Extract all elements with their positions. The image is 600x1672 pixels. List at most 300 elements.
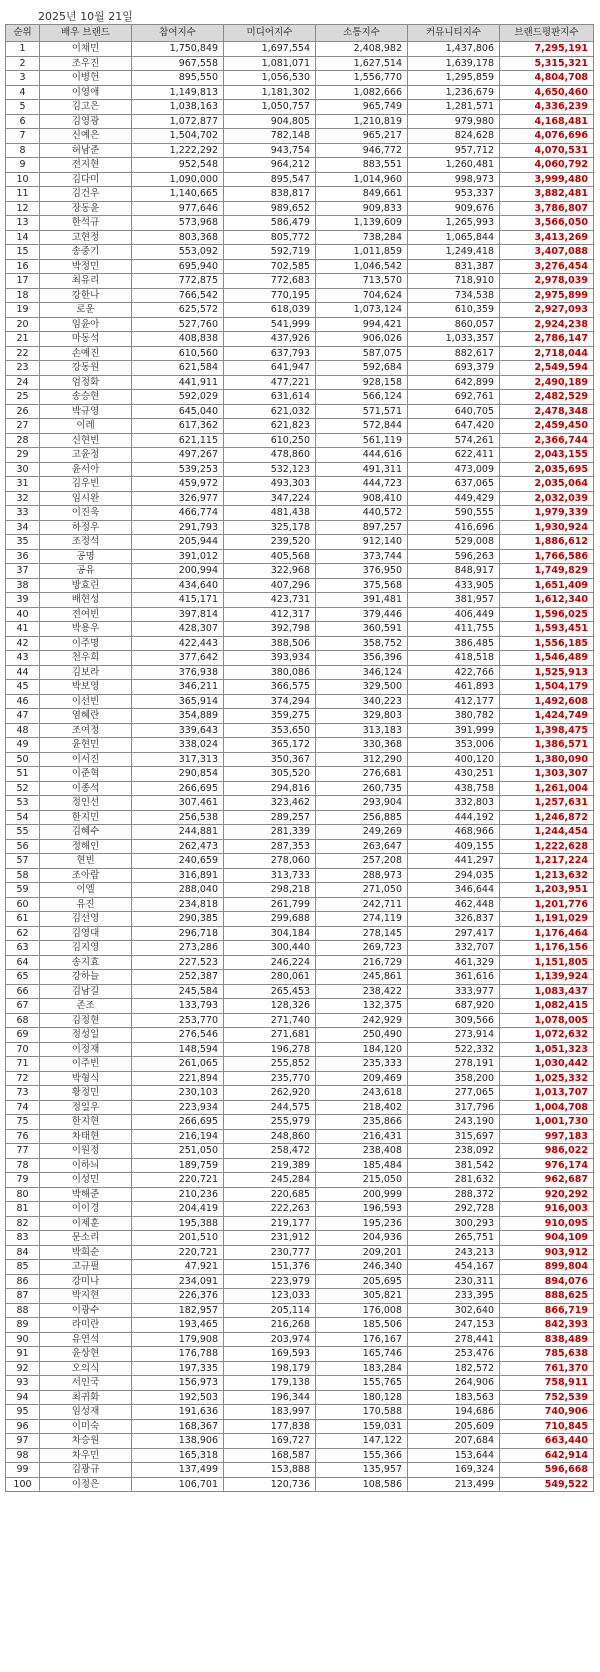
participation-cell: 415,171 [132, 593, 224, 608]
communication-cell: 912,140 [316, 535, 408, 550]
brand-index-cell: 1,191,029 [500, 912, 594, 927]
media-cell: 1,081,071 [224, 56, 316, 71]
communication-cell: 200,999 [316, 1187, 408, 1202]
header-brand-reputation-index: 브랜드평판지수 [500, 25, 594, 42]
community-cell: 332,707 [408, 941, 500, 956]
actor-name-cell: 김혜수 [40, 825, 132, 840]
media-cell: 198,179 [224, 1361, 316, 1376]
participation-cell: 133,793 [132, 999, 224, 1014]
community-cell: 288,372 [408, 1187, 500, 1202]
participation-cell: 244,881 [132, 825, 224, 840]
table-row [6, 781, 594, 796]
table-row [6, 288, 594, 303]
table-row [6, 810, 594, 825]
community-cell: 213,499 [408, 1477, 500, 1492]
media-cell: 412,317 [224, 607, 316, 622]
rank-cell: 41 [6, 622, 40, 637]
community-cell: 824,628 [408, 129, 500, 144]
community-cell: 326,837 [408, 912, 500, 927]
rank-cell: 22 [6, 346, 40, 361]
participation-cell: 422,443 [132, 636, 224, 651]
table-row [6, 1390, 594, 1405]
rank-cell: 88 [6, 1303, 40, 1318]
community-cell: 574,261 [408, 433, 500, 448]
rank-cell: 69 [6, 1028, 40, 1043]
community-cell: 409,155 [408, 839, 500, 854]
brand-index-cell: 4,060,792 [500, 158, 594, 173]
brand-index-cell: 2,975,899 [500, 288, 594, 303]
rank-cell: 79 [6, 1173, 40, 1188]
participation-cell: 197,335 [132, 1361, 224, 1376]
brand-index-cell: 2,459,450 [500, 419, 594, 434]
actor-name-cell: 이병헌 [40, 71, 132, 86]
rank-cell: 81 [6, 1202, 40, 1217]
brand-index-cell: 4,804,708 [500, 71, 594, 86]
rank-cell: 30 [6, 462, 40, 477]
rank-cell: 46 [6, 694, 40, 709]
media-cell: 294,816 [224, 781, 316, 796]
brand-index-cell: 1,083,437 [500, 984, 594, 999]
community-cell: 243,213 [408, 1245, 500, 1260]
brand-index-cell: 904,109 [500, 1231, 594, 1246]
brand-index-cell: 2,718,044 [500, 346, 594, 361]
actor-name-cell: 임윤아 [40, 317, 132, 332]
rank-cell: 5 [6, 100, 40, 115]
brand-index-cell: 1,001,730 [500, 1115, 594, 1130]
community-cell: 315,697 [408, 1129, 500, 1144]
table-row [6, 1477, 594, 1492]
media-cell: 120,736 [224, 1477, 316, 1492]
communication-cell: 1,139,609 [316, 216, 408, 231]
media-cell: 258,472 [224, 1144, 316, 1159]
table-row [6, 1187, 594, 1202]
communication-cell: 373,744 [316, 549, 408, 564]
media-cell: 196,278 [224, 1042, 316, 1057]
media-cell: 235,770 [224, 1071, 316, 1086]
community-cell: 1,260,481 [408, 158, 500, 173]
rank-cell: 65 [6, 970, 40, 985]
community-cell: 361,616 [408, 970, 500, 985]
table-row [6, 1318, 594, 1333]
participation-cell: 205,944 [132, 535, 224, 550]
media-cell: 366,575 [224, 680, 316, 695]
media-cell: 618,039 [224, 303, 316, 318]
table-row [6, 636, 594, 651]
rank-cell: 80 [6, 1187, 40, 1202]
rank-cell: 50 [6, 752, 40, 767]
participation-cell: 201,510 [132, 1231, 224, 1246]
brand-index-cell: 1,612,340 [500, 593, 594, 608]
table-header-row [6, 25, 594, 42]
header-actor-brand: 배우 브랜드 [40, 25, 132, 42]
communication-cell: 358,752 [316, 636, 408, 651]
brand-index-cell: 2,490,189 [500, 375, 594, 390]
participation-cell: 338,024 [132, 738, 224, 753]
rank-cell: 28 [6, 433, 40, 448]
communication-cell: 909,833 [316, 201, 408, 216]
actor-name-cell: 고규필 [40, 1260, 132, 1275]
table-row [6, 361, 594, 376]
communication-cell: 906,026 [316, 332, 408, 347]
communication-cell: 216,729 [316, 955, 408, 970]
rank-cell: 23 [6, 361, 40, 376]
actor-name-cell: 조아람 [40, 868, 132, 883]
media-cell: 222,263 [224, 1202, 316, 1217]
brand-index-cell: 1,596,025 [500, 607, 594, 622]
brand-index-cell: 1,030,442 [500, 1057, 594, 1072]
communication-cell: 246,340 [316, 1260, 408, 1275]
table-row [6, 477, 594, 492]
participation-cell: 539,253 [132, 462, 224, 477]
community-cell: 444,192 [408, 810, 500, 825]
actor-name-cell: 박보영 [40, 680, 132, 695]
rank-cell: 45 [6, 680, 40, 695]
rank-cell: 94 [6, 1390, 40, 1405]
community-cell: 264,906 [408, 1376, 500, 1391]
rank-cell: 87 [6, 1289, 40, 1304]
table-row [6, 999, 594, 1014]
actor-name-cell: 정일우 [40, 1100, 132, 1115]
media-cell: 1,056,530 [224, 71, 316, 86]
table-row [6, 332, 594, 347]
communication-cell: 263,647 [316, 839, 408, 854]
community-cell: 1,265,993 [408, 216, 500, 231]
communication-cell: 330,368 [316, 738, 408, 753]
table-row [6, 187, 594, 202]
participation-cell: 276,546 [132, 1028, 224, 1043]
table-row [6, 1231, 594, 1246]
actor-name-cell: 이주빈 [40, 1057, 132, 1072]
brand-index-cell: 1,246,872 [500, 810, 594, 825]
actor-name-cell: 김고은 [40, 100, 132, 115]
actor-name-cell: 공명 [40, 549, 132, 564]
brand-index-cell: 1,013,707 [500, 1086, 594, 1101]
actor-name-cell: 로운 [40, 303, 132, 318]
participation-cell: 625,572 [132, 303, 224, 318]
communication-cell: 243,618 [316, 1086, 408, 1101]
community-cell: 462,448 [408, 897, 500, 912]
media-cell: 271,740 [224, 1013, 316, 1028]
participation-cell: 138,906 [132, 1434, 224, 1449]
brand-index-cell: 3,566,050 [500, 216, 594, 231]
rank-cell: 58 [6, 868, 40, 883]
rank-cell: 96 [6, 1419, 40, 1434]
brand-index-cell: 1,025,332 [500, 1071, 594, 1086]
participation-cell: 428,307 [132, 622, 224, 637]
participation-cell: 210,236 [132, 1187, 224, 1202]
table-row [6, 1129, 594, 1144]
rank-cell: 86 [6, 1274, 40, 1289]
communication-cell: 346,124 [316, 665, 408, 680]
actor-name-cell: 엄정화 [40, 375, 132, 390]
community-cell: 238,092 [408, 1144, 500, 1159]
community-cell: 309,566 [408, 1013, 500, 1028]
participation-cell: 148,594 [132, 1042, 224, 1057]
participation-cell: 376,938 [132, 665, 224, 680]
table-row [6, 1332, 594, 1347]
media-cell: 805,772 [224, 230, 316, 245]
media-cell: 610,250 [224, 433, 316, 448]
actor-name-cell: 황정민 [40, 1086, 132, 1101]
brand-index-cell: 2,482,529 [500, 390, 594, 405]
brand-index-cell: 2,924,238 [500, 317, 594, 332]
media-cell: 388,506 [224, 636, 316, 651]
rank-cell: 12 [6, 201, 40, 216]
brand-index-cell: 1,051,323 [500, 1042, 594, 1057]
table-row [6, 926, 594, 941]
table-row [6, 1057, 594, 1072]
communication-cell: 155,765 [316, 1376, 408, 1391]
participation-cell: 230,103 [132, 1086, 224, 1101]
brand-index-cell: 1,176,156 [500, 941, 594, 956]
participation-cell: 290,385 [132, 912, 224, 927]
actor-name-cell: 이성민 [40, 1173, 132, 1188]
communication-cell: 215,050 [316, 1173, 408, 1188]
communication-cell: 356,396 [316, 651, 408, 666]
communication-cell: 147,122 [316, 1434, 408, 1449]
community-cell: 831,387 [408, 259, 500, 274]
brand-index-cell: 2,035,064 [500, 477, 594, 492]
communication-cell: 571,571 [316, 404, 408, 419]
rank-cell: 10 [6, 172, 40, 187]
rank-cell: 95 [6, 1405, 40, 1420]
communication-cell: 883,551 [316, 158, 408, 173]
table-row [6, 1013, 594, 1028]
communication-cell: 566,124 [316, 390, 408, 405]
table-row [6, 709, 594, 724]
actor-name-cell: 박규영 [40, 404, 132, 419]
table-row [6, 1347, 594, 1362]
media-cell: 1,181,302 [224, 85, 316, 100]
communication-cell: 209,469 [316, 1071, 408, 1086]
media-cell: 621,032 [224, 404, 316, 419]
community-cell: 430,251 [408, 767, 500, 782]
community-cell: 292,728 [408, 1202, 500, 1217]
table-row [6, 578, 594, 593]
participation-cell: 803,368 [132, 230, 224, 245]
media-cell: 216,268 [224, 1318, 316, 1333]
rank-cell: 56 [6, 839, 40, 854]
brand-index-cell: 976,174 [500, 1158, 594, 1173]
communication-cell: 440,572 [316, 506, 408, 521]
header-rank: 순위 [6, 25, 40, 42]
table-row [6, 1071, 594, 1086]
rank-cell: 2 [6, 56, 40, 71]
media-cell: 904,805 [224, 114, 316, 129]
actor-name-cell: 허남준 [40, 143, 132, 158]
participation-cell: 251,050 [132, 1144, 224, 1159]
rank-cell: 16 [6, 259, 40, 274]
community-cell: 297,417 [408, 926, 500, 941]
media-cell: 380,086 [224, 665, 316, 680]
table-row [6, 752, 594, 767]
media-cell: 895,547 [224, 172, 316, 187]
table-row [6, 433, 594, 448]
table-row [6, 897, 594, 912]
table-row [6, 955, 594, 970]
brand-index-cell: 4,336,239 [500, 100, 594, 115]
communication-cell: 271,050 [316, 883, 408, 898]
table-row [6, 42, 594, 57]
actor-name-cell: 김영대 [40, 926, 132, 941]
media-cell: 838,817 [224, 187, 316, 202]
participation-cell: 168,367 [132, 1419, 224, 1434]
rank-cell: 78 [6, 1158, 40, 1173]
media-cell: 637,793 [224, 346, 316, 361]
actor-name-cell: 김보라 [40, 665, 132, 680]
table-row [6, 1115, 594, 1130]
community-cell: 590,555 [408, 506, 500, 521]
community-cell: 380,782 [408, 709, 500, 724]
communication-cell: 704,624 [316, 288, 408, 303]
brand-index-cell: 740,906 [500, 1405, 594, 1420]
community-cell: 205,609 [408, 1419, 500, 1434]
rank-cell: 91 [6, 1347, 40, 1362]
community-cell: 278,191 [408, 1057, 500, 1072]
brand-index-cell: 663,440 [500, 1434, 594, 1449]
actor-name-cell: 차승원 [40, 1434, 132, 1449]
rank-cell: 43 [6, 651, 40, 666]
media-cell: 244,575 [224, 1100, 316, 1115]
table-row [6, 1202, 594, 1217]
media-cell: 168,587 [224, 1448, 316, 1463]
brand-index-cell: 3,786,807 [500, 201, 594, 216]
brand-index-cell: 1,303,307 [500, 767, 594, 782]
table-row [6, 1158, 594, 1173]
brand-index-cell: 710,845 [500, 1419, 594, 1434]
participation-cell: 273,286 [132, 941, 224, 956]
actor-name-cell: 조정석 [40, 535, 132, 550]
rank-cell: 71 [6, 1057, 40, 1072]
rank-cell: 70 [6, 1042, 40, 1057]
brand-index-cell: 3,413,269 [500, 230, 594, 245]
community-cell: 1,033,357 [408, 332, 500, 347]
media-cell: 1,697,554 [224, 42, 316, 57]
participation-cell: 1,140,665 [132, 187, 224, 202]
actor-name-cell: 김영광 [40, 114, 132, 129]
media-cell: 219,177 [224, 1216, 316, 1231]
participation-cell: 220,721 [132, 1173, 224, 1188]
brand-index-cell: 1,651,409 [500, 578, 594, 593]
community-cell: 1,065,844 [408, 230, 500, 245]
brand-index-cell: 1,261,004 [500, 781, 594, 796]
report-date: 2025년 10월 21일 [38, 10, 133, 23]
communication-cell: 170,588 [316, 1405, 408, 1420]
community-cell: 381,542 [408, 1158, 500, 1173]
participation-cell: 234,091 [132, 1274, 224, 1289]
media-cell: 989,652 [224, 201, 316, 216]
communication-cell: 183,284 [316, 1361, 408, 1376]
media-cell: 183,997 [224, 1405, 316, 1420]
brand-index-cell: 1,072,632 [500, 1028, 594, 1043]
table-row [6, 1100, 594, 1115]
table-row [6, 1448, 594, 1463]
media-cell: 239,520 [224, 535, 316, 550]
brand-index-cell: 962,687 [500, 1173, 594, 1188]
media-cell: 631,614 [224, 390, 316, 405]
brand-index-cell: 1,201,776 [500, 897, 594, 912]
rank-cell: 73 [6, 1086, 40, 1101]
media-cell: 271,681 [224, 1028, 316, 1043]
participation-cell: 527,760 [132, 317, 224, 332]
communication-cell: 1,046,542 [316, 259, 408, 274]
participation-cell: 204,419 [132, 1202, 224, 1217]
rank-cell: 97 [6, 1434, 40, 1449]
media-cell: 393,934 [224, 651, 316, 666]
communication-cell: 132,375 [316, 999, 408, 1014]
brand-index-cell: 1,380,090 [500, 752, 594, 767]
table-row [6, 680, 594, 695]
communication-cell: 391,481 [316, 593, 408, 608]
actor-name-cell: 이채민 [40, 42, 132, 57]
table-row [6, 390, 594, 405]
media-cell: 353,650 [224, 723, 316, 738]
communication-cell: 329,500 [316, 680, 408, 695]
actor-name-cell: 김우빈 [40, 477, 132, 492]
media-cell: 205,114 [224, 1303, 316, 1318]
actor-name-cell: 송지효 [40, 955, 132, 970]
table-row [6, 520, 594, 535]
communication-cell: 1,082,666 [316, 85, 408, 100]
brand-index-cell: 920,292 [500, 1187, 594, 1202]
participation-cell: 645,040 [132, 404, 224, 419]
media-cell: 220,685 [224, 1187, 316, 1202]
communication-cell: 278,145 [316, 926, 408, 941]
media-cell: 265,453 [224, 984, 316, 999]
table-row [6, 549, 594, 564]
community-cell: 1,639,178 [408, 56, 500, 71]
participation-cell: 766,542 [132, 288, 224, 303]
rank-cell: 54 [6, 810, 40, 825]
media-cell: 770,195 [224, 288, 316, 303]
brand-index-cell: 894,076 [500, 1274, 594, 1289]
rank-cell: 100 [6, 1477, 40, 1492]
community-cell: 473,009 [408, 462, 500, 477]
rank-cell: 4 [6, 85, 40, 100]
rank-cell: 20 [6, 317, 40, 332]
actor-name-cell: 한석규 [40, 216, 132, 231]
rank-cell: 38 [6, 578, 40, 593]
communication-cell: 491,311 [316, 462, 408, 477]
brand-index-cell: 866,719 [500, 1303, 594, 1318]
community-cell: 529,008 [408, 535, 500, 550]
communication-cell: 245,861 [316, 970, 408, 985]
table-row [6, 665, 594, 680]
brand-index-cell: 2,043,155 [500, 448, 594, 463]
brand-index-cell: 1,203,951 [500, 883, 594, 898]
actor-name-cell: 강동원 [40, 361, 132, 376]
community-cell: 693,379 [408, 361, 500, 376]
actor-name-cell: 정인선 [40, 796, 132, 811]
brand-index-cell: 3,276,454 [500, 259, 594, 274]
community-cell: 273,914 [408, 1028, 500, 1043]
rank-cell: 99 [6, 1463, 40, 1478]
rank-cell: 59 [6, 883, 40, 898]
actor-name-cell: 이선빈 [40, 694, 132, 709]
communication-cell: 108,586 [316, 1477, 408, 1492]
participation-cell: 191,636 [132, 1405, 224, 1420]
table-row [6, 230, 594, 245]
community-cell: 734,538 [408, 288, 500, 303]
table-row [6, 114, 594, 129]
table-row [6, 506, 594, 521]
actor-name-cell: 이광수 [40, 1303, 132, 1318]
media-cell: 350,367 [224, 752, 316, 767]
community-cell: 860,057 [408, 317, 500, 332]
media-cell: 943,754 [224, 143, 316, 158]
community-cell: 622,411 [408, 448, 500, 463]
header-participation-index: 참여지수 [132, 25, 224, 42]
